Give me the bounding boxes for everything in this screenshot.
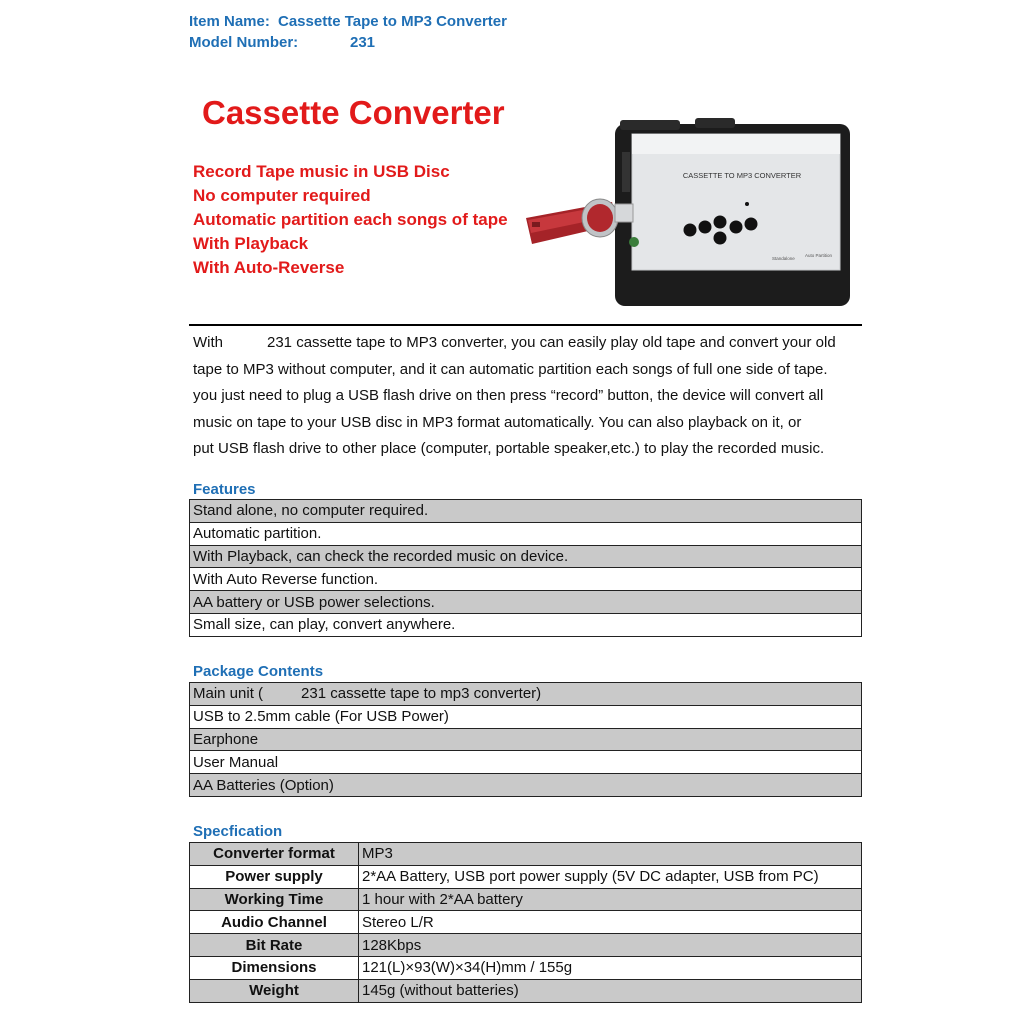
spec-key: Working Time [190,888,359,911]
device-button [730,221,743,234]
table-cell: With Playback, can check the recorded music on device. [190,545,862,568]
device-button [714,232,727,245]
spec-table [189,842,862,1003]
section-divider [189,324,862,326]
hero-feature-list [193,162,508,282]
hero-point: With Auto-Reverse [193,258,345,277]
spec-value: Stereo L/R [359,911,862,934]
spec-key: Weight [190,979,359,1002]
table-row [190,545,862,568]
device-label: CASSETTE TO MP3 CONVERTER [682,171,802,180]
intro-line: put USB flash drive to other place (computer, portable speaker,etc.) to play the recorded music. [193,440,825,457]
table-cell: User Manual [190,751,862,774]
features-table [189,499,862,637]
table-row [190,911,862,934]
spec-key: Power supply [190,865,359,888]
spec-value: 2*AA Battery, USB port power supply (5V DC adapter, USB from PC) [359,865,862,888]
table-row [190,934,862,957]
table-cell: Stand alone, no computer required. [190,500,862,523]
hero-title: Cassette Converter [202,94,505,131]
table-row [190,956,862,979]
spec-title: Specfication [193,823,283,840]
table-row [190,613,862,636]
spec-key: Dimensions [190,956,359,979]
table-cell: AA battery or USB power selections. [190,591,862,614]
model-number-row [189,34,375,51]
table-row [190,979,862,1002]
package-table [189,682,862,797]
intro-line: you just need to plug a USB flash drive on then press “record” button, the device will convert all [193,387,824,404]
table-row [190,568,862,591]
table-row [190,500,862,523]
spec-key: Converter format [190,843,359,866]
features-title: Features [193,481,256,498]
item-name-value: Cassette Tape to MP3 Converter [278,13,507,30]
package-title: Package Contents [193,663,324,680]
table-cell: Earphone [190,728,862,751]
table-cell: Small size, can play, convert anywhere. [190,613,862,636]
hero-point: No computer required [193,186,371,205]
table-row [190,522,862,545]
device-button [699,221,712,234]
intro-line: music on tape to your USB disc in MP3 format automatically. You can also playback on it, or [193,413,802,431]
svg-text:Standalone: Standalone [772,256,795,261]
table-row [190,865,862,888]
spec-value: MP3 [359,843,862,866]
table-row [190,751,862,774]
device-face [632,134,840,270]
spec-value: 121(L)×93(W)×34(H)mm / 155g [359,956,862,979]
device-button [745,218,758,231]
table-cell: Automatic partition. [190,522,862,545]
model-number-label: Model Number: [189,34,299,51]
spec-value: 1 hour with 2*AA battery [359,888,862,911]
svg-text:Auto Partition: Auto Partition [805,253,833,258]
model-number-value: 231 [350,34,376,51]
hero-point: Record Tape music in USB Disc [193,162,450,181]
table-cell: Main unit ( 231 cassette tape to mp3 converter) [190,683,862,706]
table-row [190,843,862,866]
table-row [190,705,862,728]
table-row [190,683,862,706]
table-row [190,728,862,751]
spec-value: 145g (without batteries) [359,979,862,1002]
table-cell: USB to 2.5mm cable (For USB Power) [190,705,862,728]
intro-line: With 231 cassette tape to MP3 converter, you can easily play old tape and convert your old [193,334,836,351]
intro-paragraph [193,332,863,465]
item-name-label: Item Name: [189,13,270,30]
spec-value: 128Kbps [359,934,862,957]
spec-key: Bit Rate [190,934,359,957]
table-cell: AA Batteries (Option) [190,774,862,797]
product-image [520,112,860,312]
table-cell: With Auto Reverse function. [190,568,862,591]
hero-point: Automatic partition each songs of tape [193,210,508,229]
table-row [190,591,862,614]
device-button [714,216,727,229]
table-row [190,774,862,797]
hero-point: With Playback [193,234,309,253]
device-button [684,224,697,237]
table-row [190,888,862,911]
intro-line: tape to MP3 without computer, and it can automatic partition each songs of full one side of tape. [193,360,828,378]
spec-key: Audio Channel [190,911,359,934]
item-name-row [189,13,507,30]
